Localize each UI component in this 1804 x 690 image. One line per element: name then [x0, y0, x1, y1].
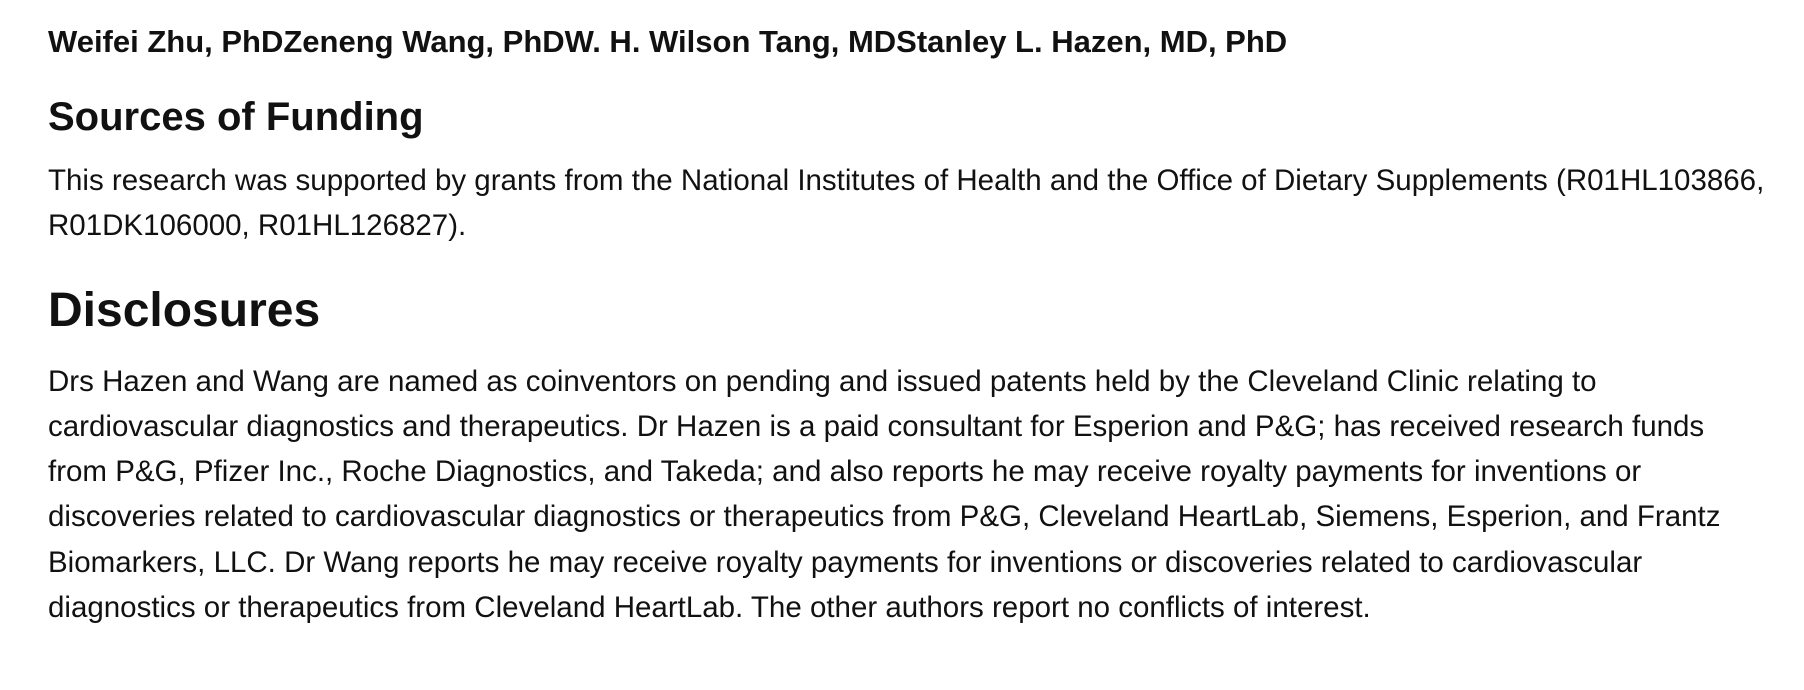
disclosures-text: Drs Hazen and Wang are named as coinventors on pending and issued patents held by the Cleveland Clinic relating to cardiovascular diagnostics and therapeutics. Dr Hazen is a paid consultant for Esperion and P&G; has received research funds from P&G, Pfizer Inc., Roche Diagnostics, and Takeda; and also reports he may receive royalty payments for inventions or discoveries related to cardiovascular diagnostics or therapeutics from P&G, Cleveland HeartLab, Siemens, Esperion, and Frantz Biomarkers, LLC. Dr Wang reports he may receive royalty payments for inventions or discoveries related to cardiovascular diagnostics or therapeutics from Cleveland HeartLab. The other authors report no conflicts of interest.: [48, 364, 1721, 625]
disclosures-heading: Disclosures: [48, 283, 321, 337]
funding-text: This research was supported by grants from the National Institutes of Health and the Office of Dietary Supplements (R01HL103866, R01DK106000, R01HL126827).: [48, 164, 1765, 243]
funding-heading: Sources of Funding: [48, 95, 424, 139]
author-list: Weifei Zhu, PhDZeneng Wang, PhDW. H. Wilson Tang, MDStanley L. Hazen, MD, PhD: [48, 24, 1288, 59]
